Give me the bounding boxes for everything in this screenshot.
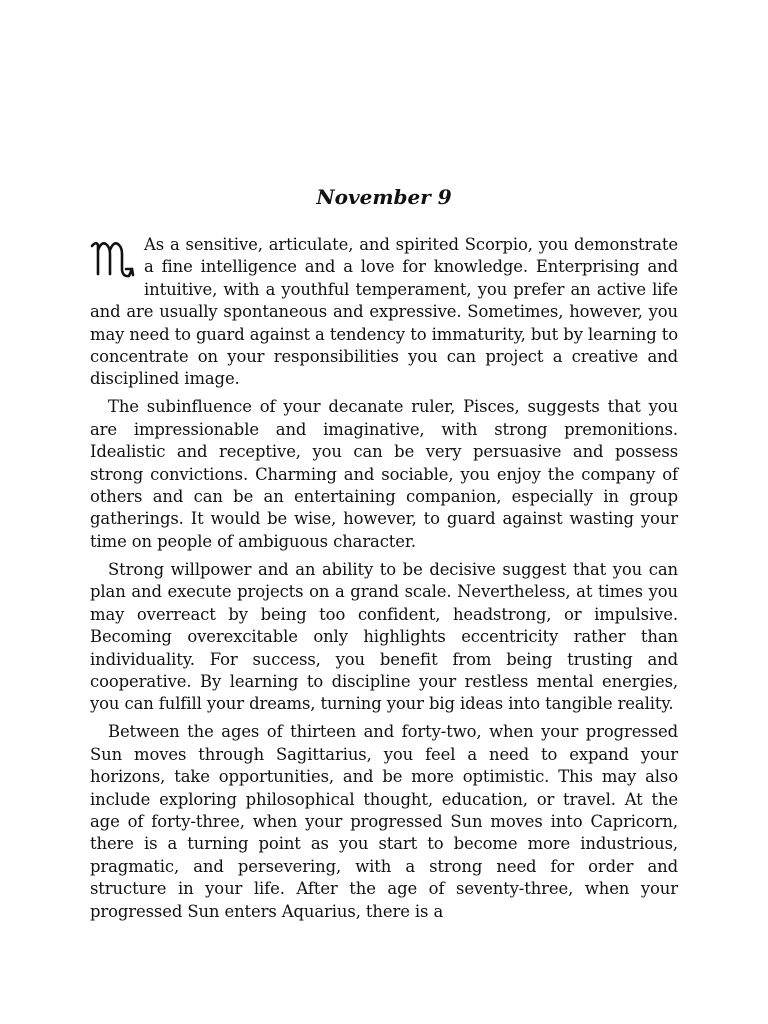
paragraph-4: Between the ages of thirteen and forty-two, when your progressed Sun moves through Sagittarius, you feel a need to expand your horizons, take opportunities, and be more optimistic. This may also include exploring philosophical thought, education, or travel. At the age of forty-three, when your progressed Sun moves into Capricorn, there is a turning point as you start to become more industrious, pragmatic, and persevering, with a strong need for order and structure in your life. After the age of seventy-three, when your progressed Sun enters Aquarius, there is a xyxy=(90,722,678,921)
body-text xyxy=(90,234,678,929)
paragraph-2: The subinfluence of your decanate ruler, Pisces, suggests that you are impressionable and imaginative, with strong premonitions. Idealistic and receptive, you can be very persuasive and possess strong convictions. Charming and sociable, you enjoy the company of others and can be an entertaining companion, especially in group gatherings. It would be wise, however, to guard against wasting your time on people of ambiguous character. xyxy=(90,397,678,551)
book-page xyxy=(90,0,678,1024)
paragraph-3: Strong willpower and an ability to be decisive suggest that you can plan and execute projects on a grand scale. Nevertheless, at times you may overreact by being too confident, headstrong, or impulsive. Becoming overexcitable only highlights eccentricity rather than individuality. For success, you benefit from being trusting and cooperative. By learning to discipline your restless mental energies, you can fulfill your dreams, turning your big ideas into tangible reality. xyxy=(90,559,678,714)
page-title: November 9 xyxy=(316,185,452,209)
paragraph-1-text: As a sensitive, articulate, and spirited Scorpio, you demonstrate a fine intelligence and a love for knowledge. Enterprising and intuitive, with a youthful temperament, you prefer an active life and are usually spontaneous and expressive. Sometimes, however, you may need to guard against a tendency to immaturity, but by learning to concentrate on your responsibilities you can project a creative and disciplined image. xyxy=(90,235,678,389)
scorpio-glyph-icon xyxy=(90,236,142,280)
paragraph-1 xyxy=(90,234,678,391)
